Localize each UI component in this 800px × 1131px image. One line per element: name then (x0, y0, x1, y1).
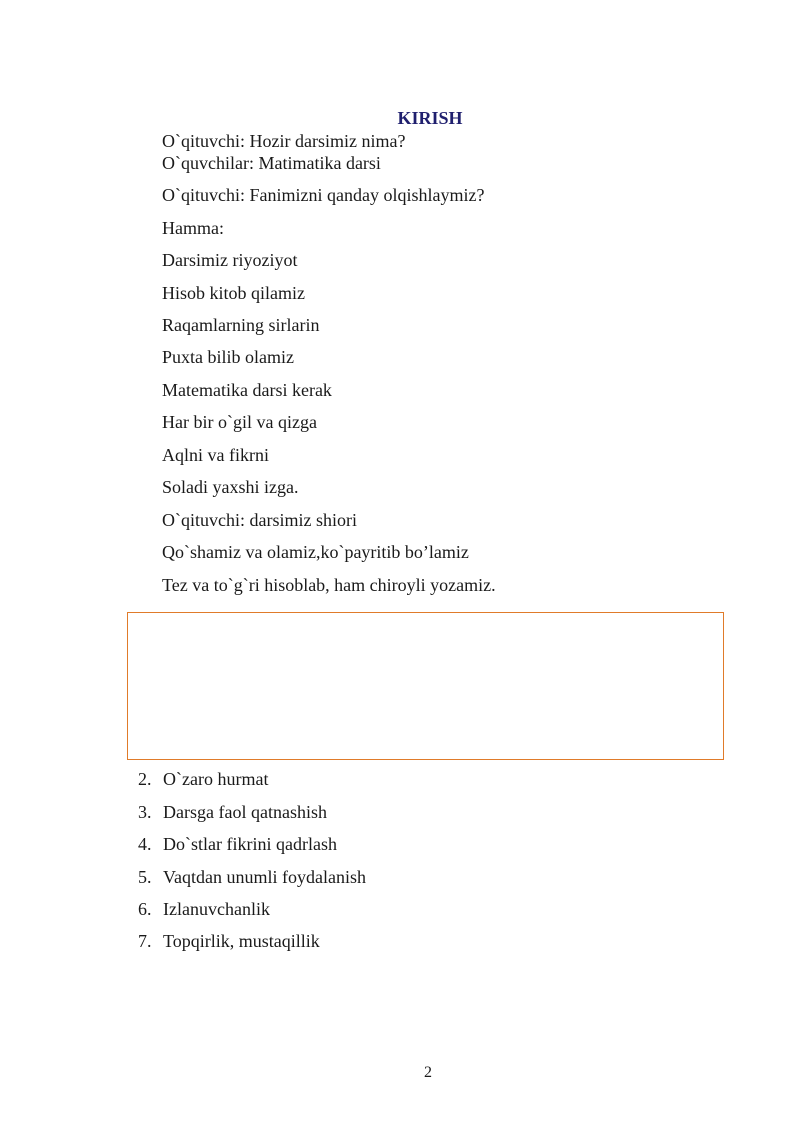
list-item-text: O`zaro hurmat (163, 769, 269, 789)
list-item-number: 3. (138, 802, 152, 822)
poem-line: Soladi yaxshi izga. (162, 477, 299, 497)
poem-line: Puxta bilib olamiz (162, 347, 294, 367)
list-item-text: Topqirlik, mustaqillik (163, 931, 320, 951)
dialogue-line: Hamma: (162, 218, 224, 238)
poem-line: Darsimiz riyoziyot (162, 250, 298, 270)
dialogue-line: O`qituvchi: Hozir darsimiz nima? (162, 131, 406, 151)
motto-line: Tez va to`g`ri hisoblab, ham chiroyli yozamiz. (162, 575, 496, 595)
list-item-number: 5. (138, 867, 152, 887)
list-item (138, 898, 270, 920)
list-item-text: Izlanuvchanlik (163, 899, 270, 919)
poem-line: Hisob kitob qilamiz (162, 283, 305, 303)
dialogue-line: O`quvchilar: Matimatika darsi (162, 153, 381, 173)
page-number: 2 (424, 1064, 432, 1081)
dialogue-line: O`qituvchi: darsimiz shiori (162, 510, 357, 530)
poem-line: Raqamlarning sirlarin (162, 315, 320, 335)
dialogue-line: O`qituvchi: Fanimizni qanday olqishlaymiz? (162, 185, 485, 205)
list-item-number: 4. (138, 834, 152, 854)
list-item-text: Darsga faol qatnashish (163, 802, 327, 822)
poem-line: Har bir o`gil va qizga (162, 412, 317, 432)
poem-line: Matematika darsi kerak (162, 380, 332, 400)
list-item-number: 7. (138, 931, 152, 951)
page-title: KIRISH (397, 108, 463, 128)
list-item (138, 768, 268, 790)
list-item-text: Vaqtdan unumli foydalanish (163, 867, 366, 887)
list-item-text: Do`stlar fikrini qadrlash (163, 834, 337, 854)
list-item (138, 930, 320, 952)
list-item (138, 801, 327, 823)
empty-frame (127, 612, 724, 760)
poem-line: Aqlni va fikrni (162, 445, 269, 465)
list-item (138, 833, 337, 855)
list-item (138, 866, 366, 888)
list-item-number: 2. (138, 769, 152, 789)
motto-line: Qo`shamiz va olamiz,ko`payritib bo’lamiz (162, 542, 469, 562)
list-item-number: 6. (138, 899, 152, 919)
